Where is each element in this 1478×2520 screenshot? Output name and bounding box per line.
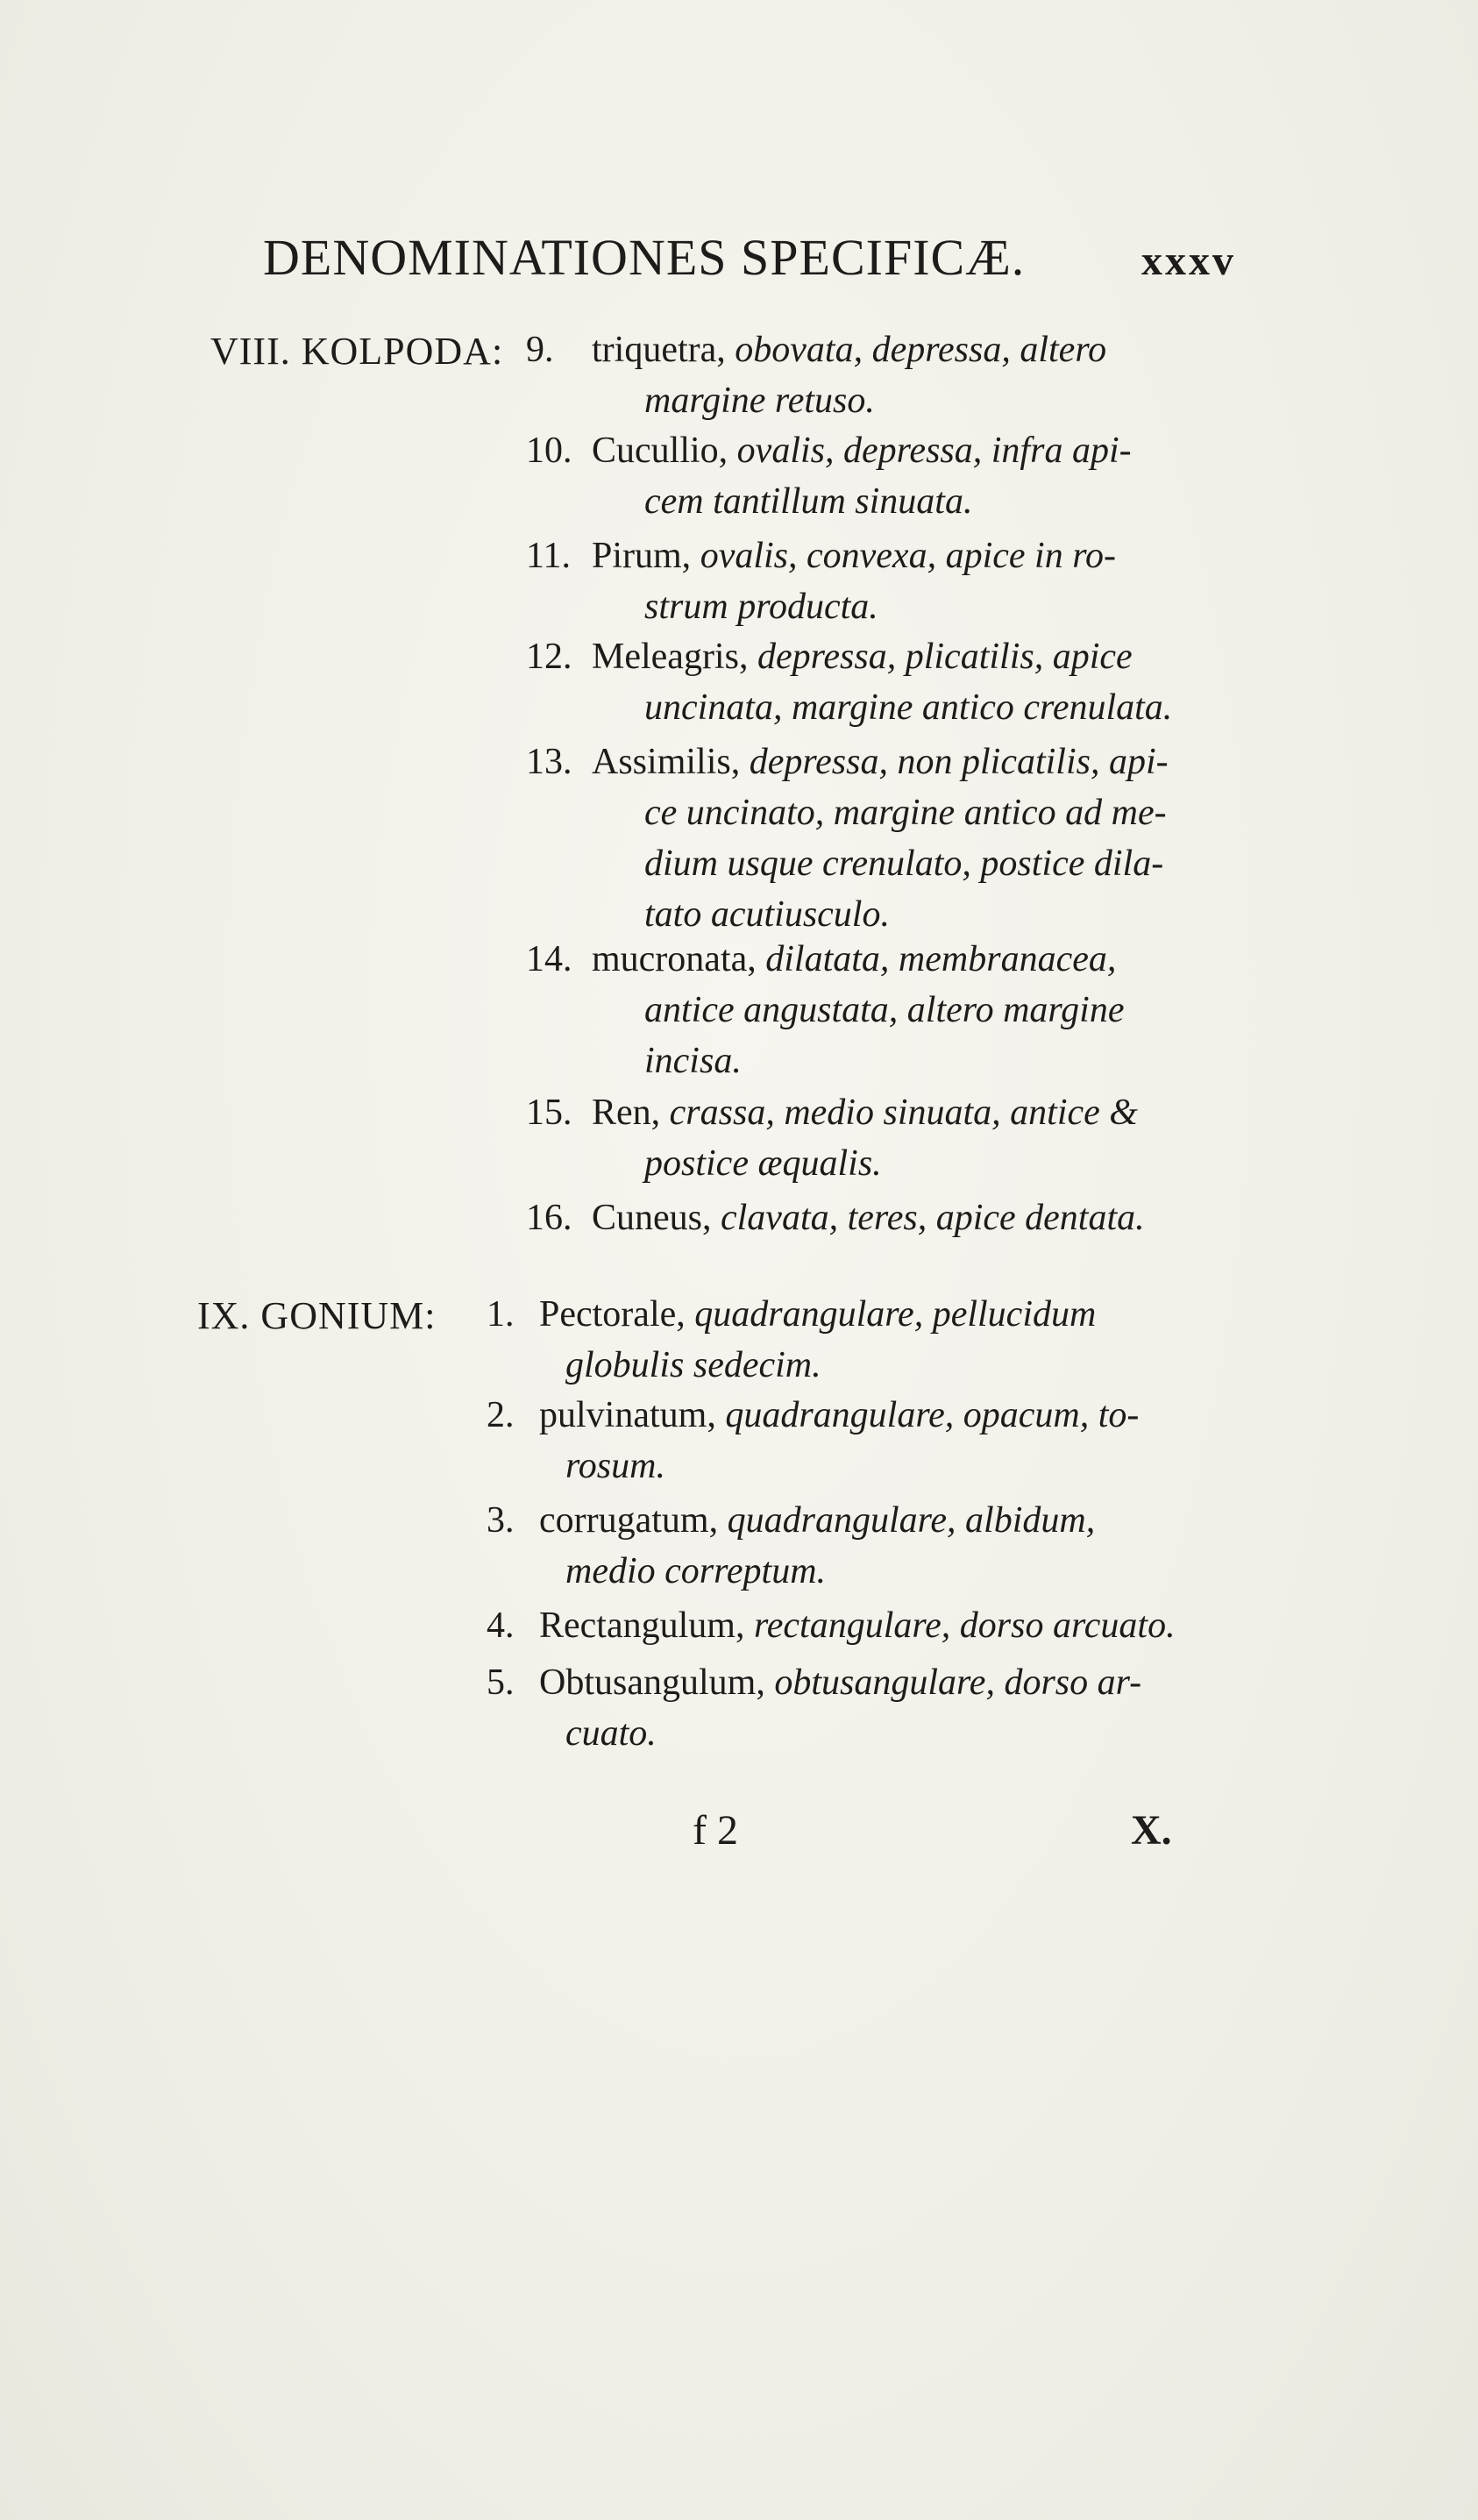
species-number: 1. <box>487 1294 515 1335</box>
species-description: quadrangulare, opacum, to- <box>725 1395 1140 1435</box>
species-description: ovalis, depressa, infra api- <box>736 431 1132 471</box>
species-description: incisa. <box>644 1041 742 1081</box>
species-entry-line <box>539 1605 1176 1647</box>
species-entry-line <box>539 1293 1096 1335</box>
species-continuation-line <box>644 586 878 628</box>
species-name: Ren, <box>592 1093 670 1133</box>
species-number: 10. <box>526 431 572 471</box>
species-name: corrugatum, <box>539 1500 728 1541</box>
species-name: Cuneus, <box>592 1198 721 1238</box>
species-description: obovata, depressa, altero <box>735 330 1107 370</box>
species-continuation-line <box>644 989 1125 1031</box>
species-number: 11. <box>526 536 571 576</box>
species-description: ovalis, convexa, apice in ro- <box>700 536 1116 576</box>
species-name: pulvinatum, <box>539 1395 726 1435</box>
species-entry-line <box>592 535 1116 577</box>
species-entry-line <box>539 1394 1139 1436</box>
species-number: 16. <box>526 1198 572 1238</box>
species-description: uncinata, margine antico crenulata. <box>644 687 1173 728</box>
species-entry-line <box>592 329 1106 371</box>
species-name: Cucullio, <box>592 431 737 471</box>
catchword: X. <box>1131 1807 1172 1854</box>
species-entry-line <box>592 741 1169 783</box>
species-number: 5. <box>487 1662 515 1703</box>
species-continuation-line <box>644 893 890 936</box>
species-continuation-line <box>565 1550 826 1592</box>
species-description: margine retuso. <box>644 381 875 421</box>
species-description: crassa, medio sinuata, antice & <box>669 1093 1138 1133</box>
signature-mark: f 2 <box>693 1807 738 1854</box>
page-number: xxxv <box>1141 238 1236 284</box>
species-description: dium usque crenulato, postice dila- <box>644 844 1164 884</box>
species-name: Meleagris, <box>592 637 757 677</box>
species-entry-line <box>592 1092 1138 1134</box>
species-continuation-line <box>565 1445 665 1487</box>
species-number: 15. <box>526 1093 572 1133</box>
species-name: Pirum, <box>592 536 700 576</box>
species-number: 9. <box>526 330 554 370</box>
species-description: globulis sedecim. <box>565 1345 821 1385</box>
species-description: clavata, teres, apice dentata. <box>721 1198 1145 1238</box>
species-description: dilatata, membranacea, <box>765 939 1117 979</box>
species-description: tato acutiusculo. <box>644 894 890 935</box>
species-name: mucronata, <box>592 939 766 979</box>
species-entry-line <box>592 938 1116 980</box>
species-name: Assimilis, <box>592 742 750 782</box>
species-number: 12. <box>526 637 572 677</box>
species-entry-line <box>592 1197 1145 1239</box>
species-number: 13. <box>526 742 572 782</box>
species-number: 14. <box>526 939 572 979</box>
species-description: depressa, plicatilis, apice <box>757 637 1133 677</box>
species-number: 2. <box>487 1395 515 1435</box>
species-entry-line <box>539 1662 1141 1704</box>
species-continuation-line <box>565 1712 657 1755</box>
species-continuation-line <box>644 843 1163 885</box>
species-entry-line <box>592 430 1132 472</box>
species-number: 3. <box>487 1500 515 1541</box>
running-title: DENOMINATIONES SPECIFICÆ. <box>263 229 1026 286</box>
species-entry-line <box>539 1499 1095 1541</box>
species-description: depressa, non plicatilis, api- <box>749 742 1169 782</box>
species-description: rosum. <box>565 1446 665 1486</box>
species-description: cem tantillum sinuata. <box>644 481 973 522</box>
species-continuation-line <box>565 1344 821 1386</box>
genus-label: VIII. KOLPODA: <box>210 330 504 373</box>
species-name: triquetra, <box>592 330 735 370</box>
genus-label: IX. GONIUM: <box>197 1294 437 1337</box>
species-description: ce uncinato, margine antico ad me- <box>644 793 1167 833</box>
species-name: Obtusangulum, <box>539 1662 775 1703</box>
species-continuation-line <box>644 1040 742 1082</box>
species-continuation-line <box>644 687 1172 729</box>
species-description: strum producta. <box>644 587 878 627</box>
species-description: medio correptum. <box>565 1551 827 1591</box>
species-description: rectangulare, dorso arcuato. <box>753 1605 1176 1646</box>
species-name: Pectorale, <box>539 1294 695 1335</box>
species-description: obtusangulare, dorso ar- <box>774 1662 1142 1703</box>
species-name: Rectangulum, <box>539 1605 754 1646</box>
species-description: cuato. <box>565 1713 657 1754</box>
species-description: quadrangulare, pellucidum <box>694 1294 1097 1335</box>
page-header <box>263 228 1236 298</box>
species-description: antice angustata, altero margine <box>644 990 1125 1030</box>
species-description: postice æqualis. <box>644 1143 882 1184</box>
species-entry-line <box>592 636 1133 678</box>
species-continuation-line <box>644 481 972 523</box>
species-continuation-line <box>644 380 875 422</box>
species-number: 4. <box>487 1605 515 1646</box>
species-continuation-line <box>644 1143 882 1185</box>
species-description: quadrangulare, albidum, <box>727 1500 1096 1541</box>
species-continuation-line <box>644 792 1167 834</box>
